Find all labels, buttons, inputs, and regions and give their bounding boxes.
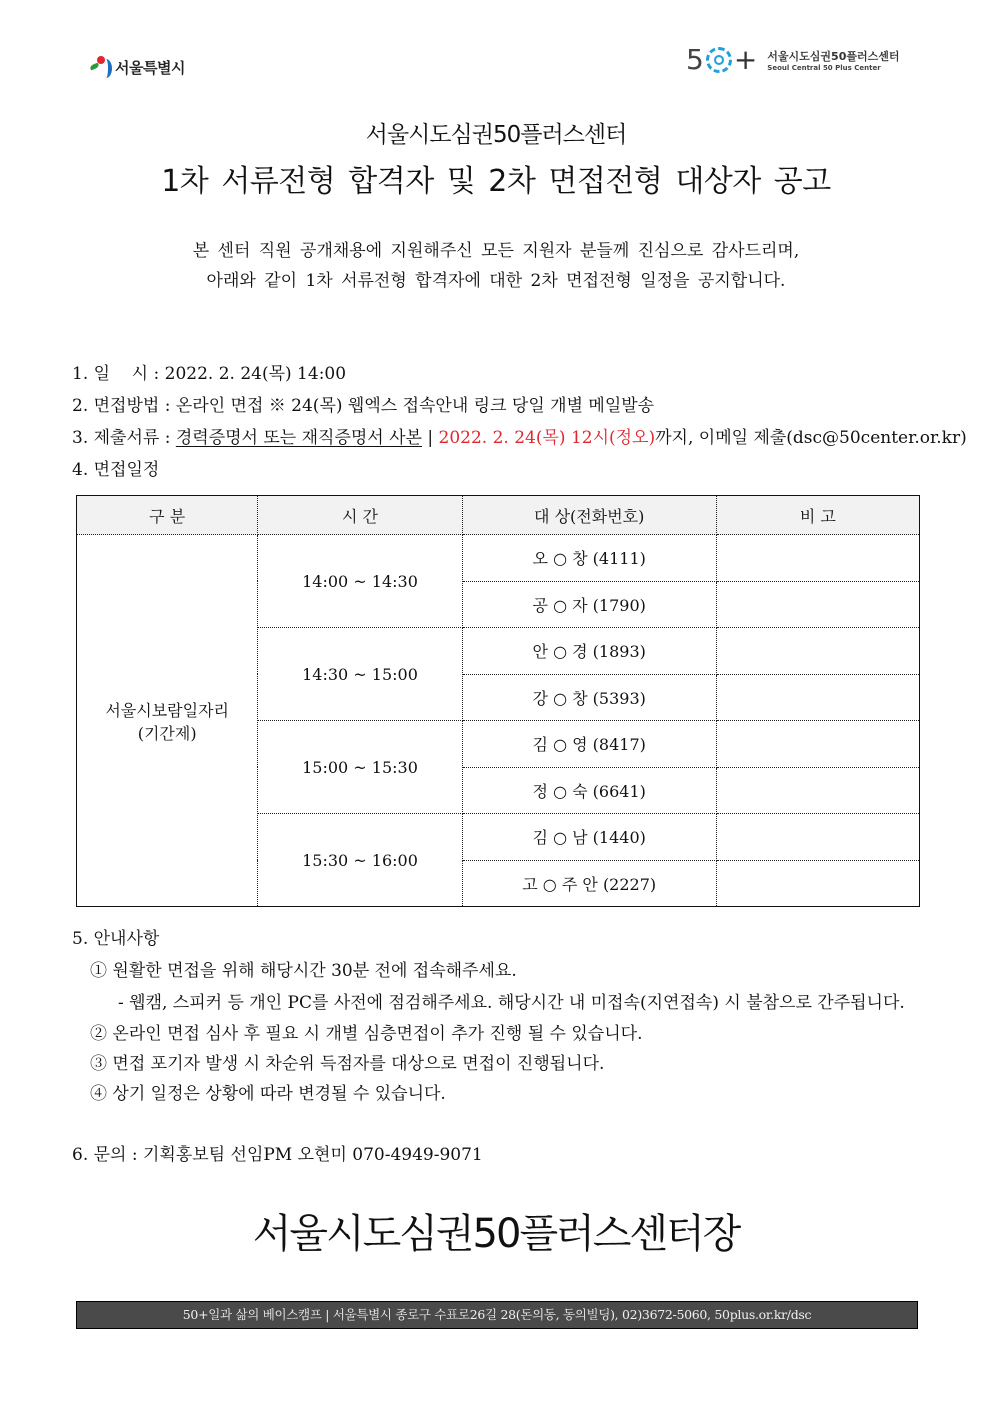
table-row: [77, 535, 920, 582]
notice-item-1: ① 원활한 면접을 위해 해당시간 30분 전에 접속해주세요.: [90, 961, 517, 981]
center-name-en: Seoul Central 50 Plus Center: [767, 64, 881, 72]
required-documents: 경력증명서 또는 재직증명서 사본: [175, 428, 422, 448]
table-header-row: [77, 496, 920, 535]
logo-plus: +: [733, 43, 758, 76]
notice-item-4: ④ 상기 일정은 상황에 따라 변경될 수 있습니다.: [90, 1084, 446, 1104]
remarks-cell: [716, 535, 919, 582]
intro-line-1: 본 센터 직원 공개채용에 지원해주신 모든 지원자 분들께 진심으로 감사드리며,: [192, 241, 800, 261]
notice-item-1-sub: - 웹캠, 스피커 등 개인 PC를 사전에 점검해주세요. 해당시간 내 미접속(지연접속) 시 불참으로 간주됩니다.: [118, 993, 905, 1013]
item-label: 3. 제출서류: [72, 428, 160, 448]
submission-email: 까지, 이메일 제출(dsc@50center.or.kr): [655, 428, 967, 448]
notice-item-3: ③ 면접 포기자 발생 시 차순위 득점자를 대상으로 면접이 진행됩니다.: [90, 1054, 605, 1074]
page-title: 1차 서류전형 합격자 및 2차 면접전형 대상자 공고: [161, 164, 831, 199]
intro-line-2: 아래와 같이 1차 서류전형 합격자에 대한 2차 면접전형 일정을 공지합니다.: [206, 271, 786, 291]
remarks-cell: [716, 860, 919, 907]
item-documents: 3. 제출서류 : 경력증명서 또는 재직증명서 사본 | 2022. 2. 24(목) 12시(정오)까지, 이메일 제출(dsc@50center.or.kr): [72, 428, 967, 448]
notices-heading: 5. 안내사항: [72, 929, 160, 949]
remarks-cell: [716, 721, 919, 768]
logo-number: 5: [686, 43, 704, 76]
intro-paragraph: [0, 236, 992, 296]
time-slot: 14:00 ~ 14:30: [258, 535, 462, 628]
organization-title: 서울시도심권50플러스센터: [365, 122, 627, 148]
candidate-cell: 공 ○ 자 (1790): [462, 581, 716, 628]
item-label: 1. 일 시: [72, 364, 149, 384]
candidate-cell: 강 ○ 창 (5393): [462, 674, 716, 721]
item-schedule-heading: 4. 면접일정: [72, 460, 160, 480]
candidate-cell: 안 ○ 경 (1893): [462, 628, 716, 675]
remarks-cell: [716, 814, 919, 861]
footer-bar: 50+일과 삶의 베이스캠프 | 서울특별시 종로구 수표로26길 28(돈의동, 동의빌딩), 02)3672-5060, 50plus.or.kr/dsc: [76, 1301, 918, 1329]
signature: 서울시도심권50플러스센터장: [252, 1211, 740, 1257]
center-logo: [686, 43, 900, 76]
item-date: 1. 일 시 : 2022. 2. 24(목) 14:00: [72, 364, 347, 384]
candidate-cell: 김 ○ 남 (1440): [462, 814, 716, 861]
header-time: 시 간: [258, 496, 462, 535]
time-slot: 15:30 ~ 16:00: [258, 814, 462, 907]
submission-deadline: 2022. 2. 24(목) 12시(정오): [438, 428, 656, 448]
header-category: 구 분: [77, 496, 258, 535]
candidate-cell: 오 ○ 창 (4111): [462, 535, 716, 582]
header-remarks: 비 고: [716, 496, 919, 535]
remarks-cell: [716, 628, 919, 675]
target-ring-icon: [706, 47, 732, 73]
item-value: 온라인 면접 ※ 24(목) 웹엑스 접속안내 링크 당일 개별 메일발송: [175, 396, 655, 416]
time-slot: 15:00 ~ 15:30: [258, 721, 462, 814]
notice-item-2: ② 온라인 면접 심사 후 필요 시 개별 심층면접이 추가 진행 될 수 있습니다.: [90, 1024, 643, 1044]
item-label: 2. 면접방법: [72, 396, 160, 416]
candidate-cell: 정 ○ 숙 (6641): [462, 767, 716, 814]
seoul-city-logo: [90, 55, 185, 79]
seoul-logo-text: 서울특별시: [115, 58, 185, 77]
category-cell: 서울시보람일자리 (기간제): [77, 535, 258, 907]
remarks-cell: [716, 767, 919, 814]
item-method: 2. 면접방법 : 온라인 면접 ※ 24(목) 웹엑스 접속안내 링크 당일 개별 메일발송: [72, 396, 655, 416]
candidate-cell: 고 ○ 주 안 (2227): [462, 860, 716, 907]
header-candidate: 대 상(전화번호): [462, 496, 716, 535]
item-value: 2022. 2. 24(목) 14:00: [164, 364, 347, 384]
time-slot: 14:30 ~ 15:00: [258, 628, 462, 721]
interview-schedule-table: [76, 495, 920, 907]
remarks-cell: [716, 674, 919, 721]
remarks-cell: [716, 581, 919, 628]
seoul-emblem-icon: [90, 55, 112, 79]
contact-info: 6. 문의 : 기획홍보팀 선임PM 오현미 070-4949-9071: [72, 1145, 483, 1165]
candidate-cell: 김 ○ 영 (8417): [462, 721, 716, 768]
center-name-ko: 서울시도심권50플러스센터: [767, 50, 900, 63]
